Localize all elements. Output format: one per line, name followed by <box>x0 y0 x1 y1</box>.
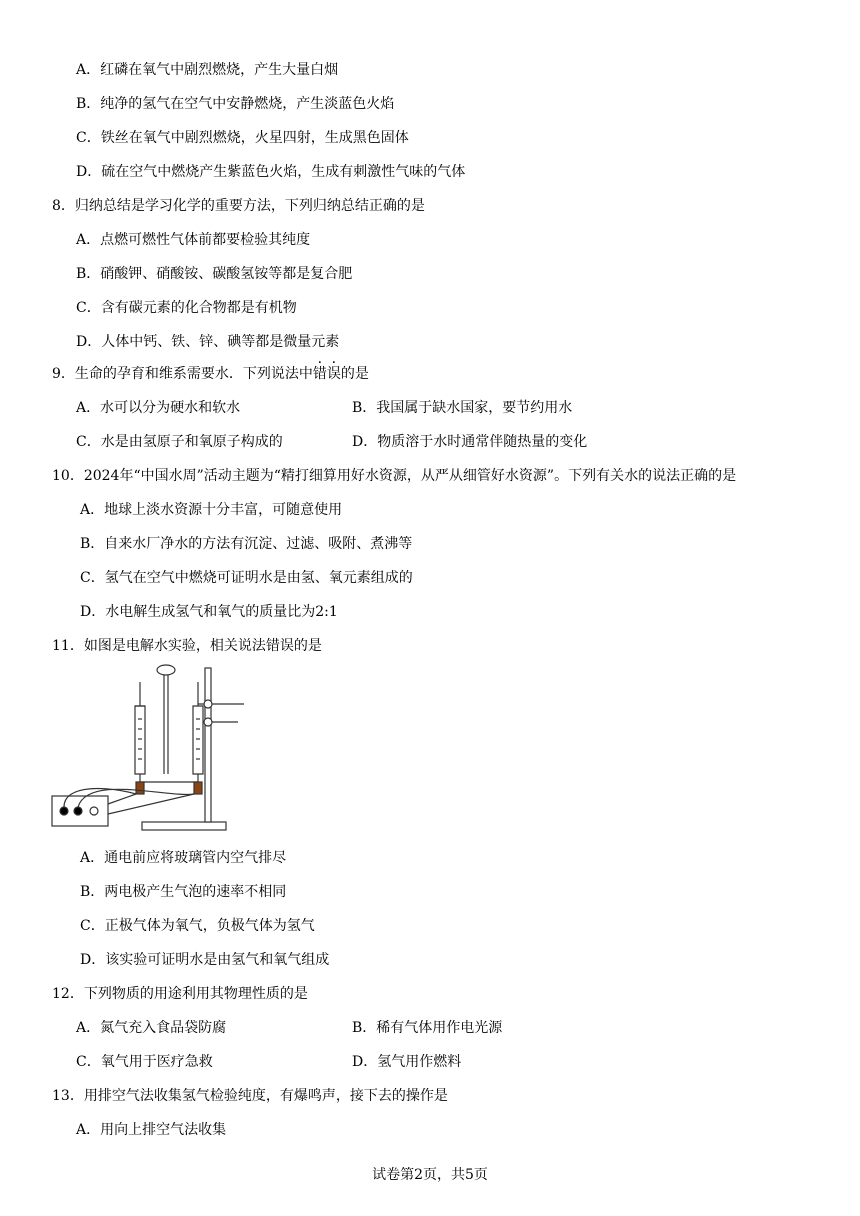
q8-option-c: C．含有碳元素的化合物都是有机物 <box>76 300 297 316</box>
q11-option-a: A．通电前应将玻璃管内空气排尽 <box>80 850 287 866</box>
q9-option-d: D．物质溶于水时通常伴随热量的变化 <box>352 434 588 450</box>
q13-stem: 13．用排空气法收集氢气检验纯度，有爆鸣声，接下去的操作是 <box>52 1088 448 1104</box>
q9-stem-text: 9．生命的孕育和维系需要水．下列说法中 <box>52 366 313 382</box>
q8-option-a: A．点燃可燃性气体前都要检验其纯度 <box>76 232 311 248</box>
q11-stem: 11．如图是电解水实验，相关说法错误的是 <box>52 638 322 654</box>
q13-option-a: A．用向上排空气法收集 <box>76 1122 227 1138</box>
q9-stem <box>52 364 369 384</box>
q7-option-d: D．硫在空气中燃烧产生紫蓝色火焰，生成有刺激性气味的气体 <box>76 164 466 180</box>
q8-stem: 8．归纳总结是学习化学的重要方法，下列归纳总结正确的是 <box>52 198 425 214</box>
q12-stem: 12．下列物质的用途利用其物理性质的是 <box>52 986 308 1002</box>
q10-option-b: B．自来水厂净水的方法有沉淀、过滤、吸附、煮沸等 <box>80 536 413 552</box>
q9-emphasis-char: 误 <box>326 366 341 382</box>
q11-option-d: D．该实验可证明水是由氢气和氧气组成 <box>80 952 330 968</box>
q7-option-a: A．红磷在氧气中剧烈燃烧，产生大量白烟 <box>76 62 339 78</box>
q12-option-d: D．氢气用作燃料 <box>352 1054 462 1070</box>
q7-option-c: C．铁丝在氧气中剧烈燃烧，火星四射，生成黑色固体 <box>76 130 409 146</box>
q12-option-b: B．稀有气体用作电光源 <box>352 1020 503 1036</box>
q9-stem-text: 的是 <box>340 366 369 382</box>
electrolysis-apparatus-figure <box>48 664 248 834</box>
q11-option-b: B．两电极产生气泡的速率不相同 <box>80 884 287 900</box>
q8-option-b: B．硝酸钾、硝酸铵、碳酸氢铵等都是复合肥 <box>76 266 353 282</box>
q11-option-c: C．正极气体为氧气，负极气体为氢气 <box>80 918 315 934</box>
q10-option-d: D．水电解生成氢气和氧气的质量比为2:1 <box>80 604 338 620</box>
q10-option-c: C．氢气在空气中燃烧可证明水是由氢、氧元素组成的 <box>80 570 413 586</box>
page-footer: 试卷第2页，共5页 <box>372 1167 488 1183</box>
q12-option-a: A．氮气充入食品袋防腐 <box>76 1020 227 1036</box>
q9-emphasis-char: 错 <box>312 366 327 382</box>
q12-option-c: C．氧气用于医疗急救 <box>76 1054 213 1070</box>
q9-option-b: B．我国属于缺水国家，要节约用水 <box>352 400 573 416</box>
q7-option-b: B．纯净的氢气在空气中安静燃烧，产生淡蓝色火焰 <box>76 96 395 112</box>
q8-option-d: D．人体中钙、铁、锌、碘等都是微量元素 <box>76 334 340 350</box>
q9-option-c: C．水是由氢原子和氧原子构成的 <box>76 434 283 450</box>
q9-option-a: A．水可以分为硬水和软水 <box>76 400 241 416</box>
q10-stem: 10．2024年“中国水周”活动主题为“精打细算用好水资源，从严从细管好水资源”。下列有关水的说法正确的是 <box>52 468 737 484</box>
q10-option-a: A．地球上淡水资源十分丰富，可随意使用 <box>80 502 343 518</box>
